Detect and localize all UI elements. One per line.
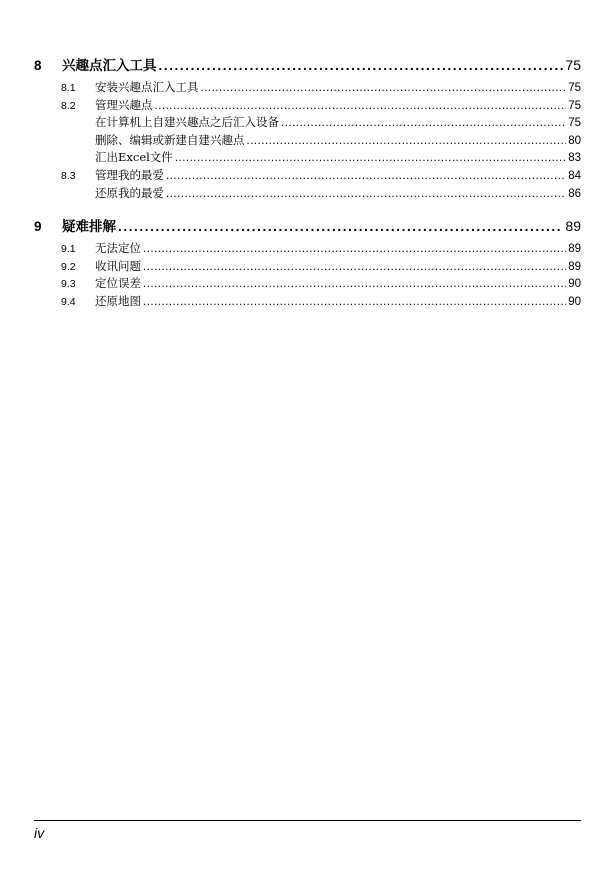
section-page-number: 90 [568, 295, 581, 308]
toc-entry-9-1[interactable] [34, 240, 581, 258]
toc-entry-9-2[interactable] [34, 258, 581, 276]
dot-leader [166, 168, 566, 186]
section-number: 9.3 [61, 278, 76, 291]
dot-leader [155, 98, 567, 116]
toc-entry-8-1[interactable] [34, 79, 581, 97]
section-number: 8.2 [61, 99, 76, 112]
footer-page-number: iv [34, 825, 45, 841]
toc-entry-8-2-export[interactable] [34, 149, 581, 167]
section-page-number: 75 [568, 117, 581, 130]
section-page-number: 86 [568, 187, 581, 200]
chapter-title: 疑难排解 [62, 219, 116, 236]
toc-chapter-8[interactable] [34, 54, 581, 76]
section-title: 收讯问题 [95, 258, 141, 273]
toc-entry-8-3[interactable] [34, 167, 581, 185]
section-title: 安装兴趣点汇入工具 [95, 80, 199, 94]
dot-leader [143, 276, 566, 294]
dot-leader [166, 186, 566, 204]
footer-divider [34, 820, 581, 821]
section-number: 8.3 [61, 169, 76, 182]
section-title: 管理兴趣点 [95, 97, 153, 112]
section-page-number: 89 [568, 243, 581, 256]
toc-entry-9-4[interactable] [34, 293, 581, 311]
section-title: 汇出Excel文件 [95, 150, 173, 165]
section-title: 管理我的最爱 [95, 167, 164, 182]
chapter-number: 8 [34, 58, 42, 73]
dot-leader [143, 294, 566, 312]
section-number: 9.1 [61, 243, 76, 256]
section-page-number: 90 [568, 278, 581, 291]
toc-entry-8-2-edit[interactable] [34, 132, 581, 150]
dot-leader [143, 241, 566, 259]
chapter-page-number: 75 [565, 57, 581, 73]
toc-entry-8-2[interactable] [34, 97, 581, 115]
section-page-number: 75 [568, 99, 581, 112]
section-number: 9.4 [61, 295, 76, 308]
section-title: 定位误差 [95, 276, 141, 291]
dot-leader [175, 150, 566, 168]
section-title: 还原地图 [95, 293, 141, 308]
chapter-page-number: 89 [565, 218, 581, 235]
section-page-number: 75 [568, 82, 581, 94]
dot-leader [201, 80, 567, 98]
table-of-contents [34, 54, 581, 311]
dot-leader [159, 55, 564, 77]
toc-entry-8-2-import[interactable] [34, 114, 581, 132]
chapter-title: 兴趣点汇入工具 [62, 58, 157, 74]
section-number: 9.2 [61, 260, 76, 273]
section-number: 8.1 [61, 82, 76, 94]
section-page-number: 80 [568, 134, 581, 147]
section-title: 无法定位 [95, 241, 141, 256]
section-page-number: 84 [568, 169, 581, 182]
dot-leader [281, 115, 566, 133]
dot-leader [247, 133, 567, 151]
toc-entry-9-3[interactable] [34, 275, 581, 293]
dot-leader [143, 259, 566, 277]
section-page-number: 83 [568, 152, 581, 165]
dot-leader [118, 216, 563, 238]
section-title: 还原我的最爱 [95, 185, 164, 200]
toc-chapter-9[interactable] [34, 215, 581, 237]
toc-entry-8-3-restore[interactable] [34, 185, 581, 203]
section-page-number: 89 [568, 260, 581, 273]
section-title: 删除、编辑或新建自建兴趣点 [95, 132, 245, 147]
chapter-number: 9 [34, 219, 42, 235]
section-title: 在计算机上自建兴趣点之后汇入设备 [95, 115, 279, 130]
